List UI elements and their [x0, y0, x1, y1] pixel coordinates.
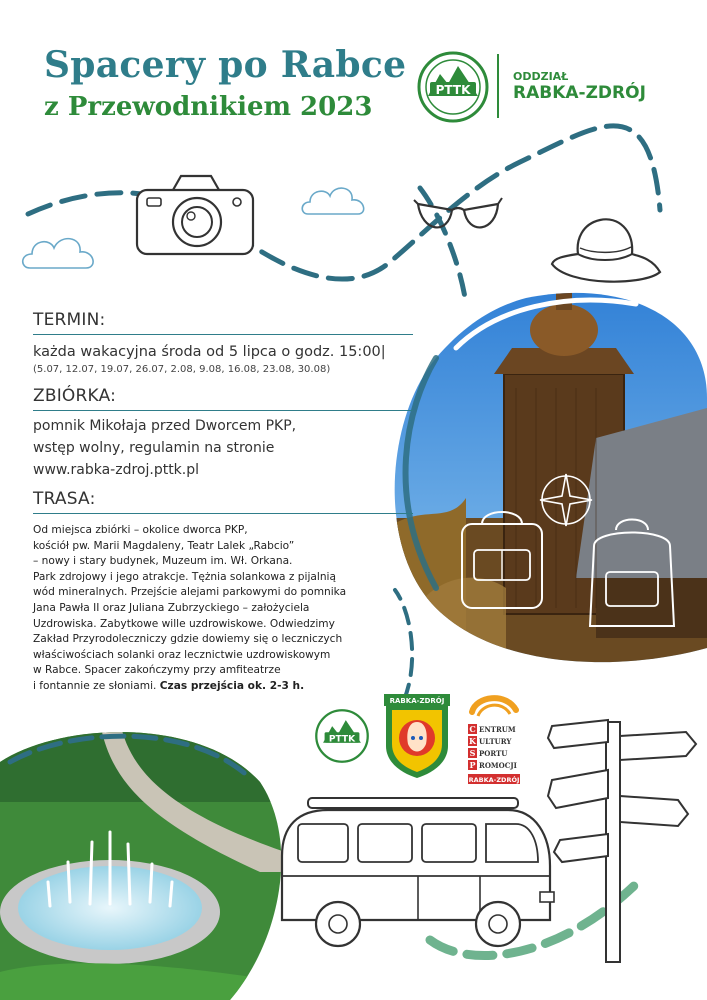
- trasa-text: [33, 523, 346, 695]
- rabka-crest-logo: [384, 694, 450, 780]
- org-label-big: RABKA-ZDRÓJ: [513, 83, 646, 103]
- centrum-word-1: ENTRUM: [479, 725, 516, 734]
- centrum-word-4: ROMOCJI: [479, 761, 517, 770]
- termin-heading: TERMIN:: [33, 310, 106, 330]
- hat-icon: [548, 210, 664, 286]
- rabka-crest-text: RABKA-ZDRÓJ: [389, 697, 445, 705]
- zbiorka-link[interactable]: www.rabka-zdroj.pttk.pl: [33, 462, 200, 478]
- centrum-word-2: ULTURY: [479, 737, 512, 746]
- centrum-footer: RABKA-ZDRÓJ: [468, 776, 520, 784]
- trasa-heading: TRASA:: [33, 489, 96, 509]
- backpack-icon: [452, 504, 552, 614]
- centrum-letter-c: C: [469, 724, 476, 734]
- trasa-line: Uzdrowiska. Zabytkowe wille uzdrowiskowe. Odwiedzimy: [33, 617, 335, 630]
- trasa-underline: [33, 513, 413, 514]
- pttk-logo-text: PTTK: [435, 83, 471, 97]
- zbiorka-line-2: wstęp wolny, regulamin na stronie: [33, 440, 275, 456]
- centrum-letter-p: P: [469, 760, 476, 770]
- title-line-1: Spacery po Rabce: [44, 44, 407, 86]
- termin-dates: (5.07, 12.07, 19.07, 26.07, 2.08, 9.08, 16.08, 23.08, 30.08): [33, 364, 331, 375]
- trasa-line: wód mineralnych. Przejście alejami parkowymi do pomnika: [33, 586, 347, 599]
- trasa-line: właściwościach solanki oraz lecznictwie uzdrowiskowym: [33, 648, 331, 661]
- trasa-line: – nowy i stary budynek, Muzeum im. Wł. Orkana.: [33, 555, 293, 568]
- centrum-letter-k: K: [469, 736, 476, 746]
- fountain-photo: [0, 722, 285, 1000]
- trasa-line-last: [33, 679, 346, 695]
- sunglasses-icon: [412, 192, 504, 240]
- signpost-icon: [548, 716, 698, 966]
- termin-underline: [33, 334, 413, 335]
- cloud-icon: [300, 178, 370, 218]
- camera-icon: [133, 172, 257, 258]
- trasa-line: Zakład Przyrodoleczniczy gdzie dowiemy się o leczniczych: [33, 633, 343, 646]
- trasa-line: w Rabce. Spacer zakończymy przy amfiteatrze: [33, 664, 281, 677]
- trasa-line: Jana Pawła II oraz Juliana Zubrzyckiego – założyciela: [33, 601, 310, 614]
- zbiorka-heading: ZBIÓRKA:: [33, 386, 117, 406]
- header-divider: [497, 54, 499, 118]
- trasa-last-prefix: i fontannie ze słoniami.: [33, 679, 160, 692]
- org-label-small: ODDZIAŁ: [513, 70, 569, 83]
- termin-line: każda wakacyjna środa od 5 lipca o godz. 15:00|: [33, 344, 386, 360]
- centrum-kultury-logo: [466, 690, 522, 790]
- pttk-logo-small: [314, 708, 370, 764]
- van-icon: [268, 796, 558, 956]
- zbiorka-line-1: pomnik Mikołaja przed Dworcem PKP,: [33, 418, 297, 434]
- centrum-letter-s: S: [469, 748, 476, 758]
- pttk-logo: [416, 50, 490, 124]
- title-line-2: z Przewodnikiem 2023: [44, 92, 373, 122]
- zbiorka-underline: [33, 410, 413, 411]
- trasa-line: kościół pw. Marii Magdaleny, Teatr Lalek „Rabcio”: [33, 539, 295, 552]
- cloud-icon: [20, 228, 100, 272]
- trasa-duration: Czas przejścia ok. 2-3 h.: [159, 679, 305, 692]
- centrum-word-3: PORTU: [479, 749, 508, 758]
- pttk-small-text: PTTK: [328, 734, 356, 745]
- trasa-line: Park zdrojowy i jego atrakcje. Tężnia solankowa z pijalnią: [33, 570, 336, 583]
- trasa-line: Od miejsca zbiórki – okolice dworca PKP,: [33, 524, 248, 536]
- backpack-icon: [580, 516, 684, 636]
